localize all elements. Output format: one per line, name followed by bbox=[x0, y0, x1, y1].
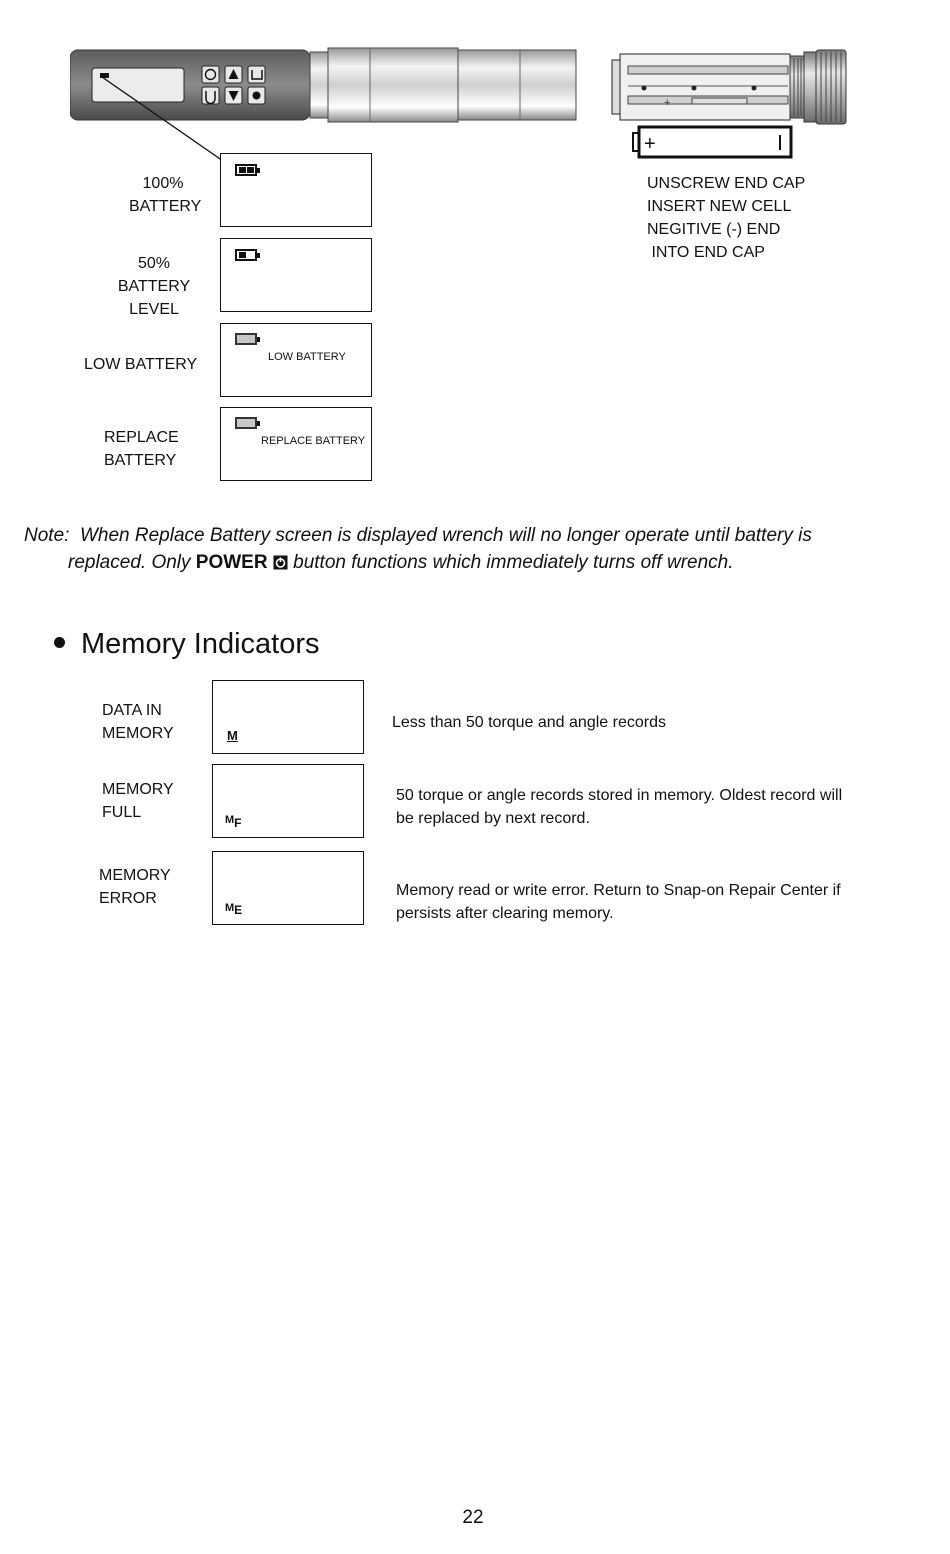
lcd-replace-battery-text: REPLACE BATTERY bbox=[261, 435, 366, 447]
power-button-icon bbox=[273, 555, 288, 570]
label-memory-error: MEMORY ERROR bbox=[99, 867, 171, 907]
lcd-full-battery bbox=[220, 153, 372, 227]
label-memory-full: MEMORY FULL bbox=[102, 781, 174, 821]
desc-memory-error: Memory read or write error. Return to Snap-on Repair Center if persists after clearing memory. bbox=[396, 882, 841, 922]
lcd-data-in-memory bbox=[212, 680, 364, 754]
desc-data-in-memory: Less than 50 torque and angle records bbox=[392, 714, 666, 731]
battery-full-icon bbox=[235, 164, 257, 176]
lcd-low-battery bbox=[220, 323, 372, 397]
svg-text:+: + bbox=[644, 133, 656, 155]
label-low-battery: LOW BATTERY bbox=[84, 356, 198, 373]
note-prefix: Note: bbox=[24, 525, 70, 546]
battery-compartment-illustration bbox=[608, 46, 853, 164]
lcd-low-battery-text: LOW BATTERY bbox=[268, 351, 346, 363]
label-100-battery: 100% BATTERY bbox=[129, 175, 202, 215]
label-data-in-memory: DATA IN MEMORY bbox=[102, 702, 174, 742]
memory-indicators-heading: Memory Indicators bbox=[54, 628, 320, 661]
label-replace-battery: REPLACE BATTERY bbox=[104, 429, 179, 469]
note-line-2a: replaced. Only bbox=[68, 552, 191, 573]
desc-memory-full: 50 torque or angle records stored in memory. Oldest record will be replaced by next record. bbox=[396, 787, 843, 827]
note-line-2b: button functions which immediately turns off wrench. bbox=[293, 552, 734, 573]
leader-line bbox=[100, 75, 240, 175]
memory-m-icon: M bbox=[227, 728, 238, 743]
cell-instructions: UNSCREW END CAP INSERT NEW CELL NEGITIVE (-) END INTO END CAP bbox=[647, 175, 806, 261]
lcd-replace-battery bbox=[220, 407, 372, 481]
battery-half-icon bbox=[235, 249, 257, 261]
label-50-battery: 50% BATTERY LEVEL bbox=[117, 255, 191, 318]
battery-empty-icon bbox=[235, 417, 257, 429]
memory-error-icon: ME bbox=[225, 902, 243, 917]
memory-full-icon: MF bbox=[225, 814, 242, 830]
power-word: POWER bbox=[195, 552, 268, 573]
note-paragraph bbox=[24, 522, 904, 576]
lcd-memory-full bbox=[212, 764, 364, 838]
bullet-icon bbox=[54, 637, 65, 648]
svg-text:+: + bbox=[664, 97, 671, 109]
lcd-memory-error bbox=[212, 851, 364, 925]
note-line-1: When Replace Battery screen is displayed wrench will no longer operate until battery is bbox=[79, 525, 812, 546]
page-number: 22 bbox=[462, 1507, 484, 1528]
lcd-half-battery bbox=[220, 238, 372, 312]
battery-empty-icon bbox=[235, 333, 257, 345]
